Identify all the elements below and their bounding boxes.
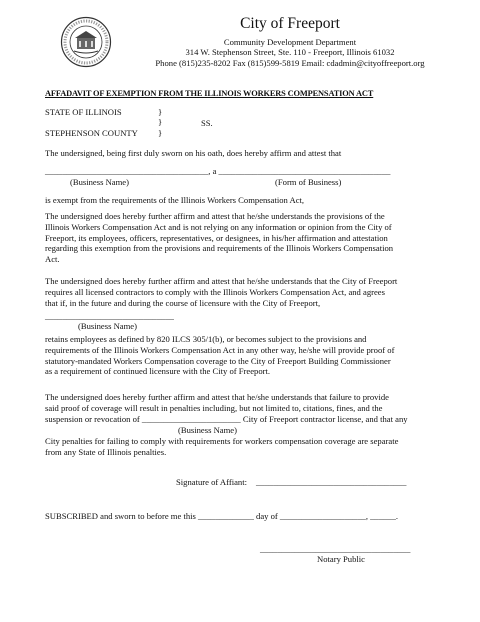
paragraph-line: Illinois Workers Compensation Act and is not relying on any information or opinion from the City of xyxy=(45,221,392,232)
exempt-text: is exempt from the requirements of the Illinois Workers Compensation Act, xyxy=(45,195,305,205)
paragraph-line: Act. xyxy=(45,254,60,265)
paragraph-line: The undersigned does hereby further affirm and attest that he/she understands that failure to provide xyxy=(45,392,389,402)
paragraph-3-rest xyxy=(45,436,432,458)
state-label: STATE OF ILLINOIS xyxy=(45,107,122,117)
paragraph-1 xyxy=(45,211,432,265)
paragraph-line: said proof of coverage will result in penalties including, but not limited to, citations, fines, and the xyxy=(45,402,383,413)
paragraph-3 xyxy=(45,392,432,424)
signature-label: Signature of Affiant: xyxy=(176,477,247,487)
subscribed-line[interactable]: SUBSCRIBED and sworn to before me this _____________ day of ____________________, ______. xyxy=(45,511,399,521)
brace-3: } xyxy=(158,128,163,138)
paragraph-2 xyxy=(45,276,432,308)
paragraph-line: that if, in the future and during the course of licensure with the City of Freeport, xyxy=(45,297,321,308)
paragraph-line: from any State of Illinois penalties. xyxy=(45,446,167,457)
address-line: 314 W. Stephenson Street, Ste. 110 - Freeport, Illinois 61032 xyxy=(185,47,395,57)
business-name-label-2: (Business Name) xyxy=(78,321,137,331)
paragraph-line: as a requirement of continued licensure with the City of Freeport. xyxy=(45,366,271,377)
oath-text: The undersigned, being first duly sworn on his oath, does hereby affirm and attest that xyxy=(45,148,342,158)
paragraph-line: requires all licensed contractors to comply with the Illinois Workers Compensation Act, and agrees xyxy=(45,286,385,297)
department-name: Community Development Department xyxy=(223,37,357,47)
notary-label: Notary Public xyxy=(317,554,365,564)
contact-line: Phone (815)235-8202 Fax (815)599-5819 Email: cdadmin@cityoffreeport.org xyxy=(155,58,425,68)
paragraph-line: suspension or revocation of _______________________ City of Freeport contractor license, and that any xyxy=(45,413,408,424)
business-name-blank[interactable]: ______________________________ xyxy=(45,311,174,321)
brace-2: } xyxy=(158,117,163,127)
document-title: AFFADAVIT OF EXEMPTION FROM THE ILLINOIS WORKERS COMPENSATION ACT xyxy=(45,89,374,98)
paragraph-line: requirements of the Illinois Workers Compensation Act in any other way, he/she will provide proof of xyxy=(45,344,395,355)
business-fields-line[interactable]: ______________________________________, a ________________________________________ xyxy=(45,166,391,176)
paragraph-line: City penalties for failing to comply with requirements for workers compensation coverage are separate xyxy=(45,436,399,446)
ss-label: SS. xyxy=(201,118,213,128)
business-name-label: (Business Name) xyxy=(70,177,129,187)
business-name-label-3: (Business Name) xyxy=(178,425,237,435)
paragraph-line: statutory-mandated Workers Compensation coverage to the City of Freeport Building Commissioner xyxy=(45,355,391,366)
brace-1: } xyxy=(158,107,163,117)
paragraph-2-rest xyxy=(45,334,432,377)
county-label: STEPHENSON COUNTY xyxy=(45,128,138,138)
paragraph-line: The undersigned does hereby further affirm and attest that he/she understands that the City of Freeport xyxy=(45,276,398,286)
signature-line[interactable]: ___________________________________ xyxy=(256,477,407,487)
paragraph-line: regarding this exemption from the provisions and requirements of the Illinois Workers Compensation xyxy=(45,243,394,254)
paragraph-line: Freeport, its employees, officers, representatives, or designees, in his/her affirmation and attestation xyxy=(45,232,388,243)
notary-signature-line[interactable]: ___________________________________ xyxy=(260,544,411,554)
form-of-business-label: (Form of Business) xyxy=(275,177,342,187)
city-seal-icon xyxy=(60,16,112,68)
paragraph-line: retains employees as defined by 820 ILCS 305/1(b), or becomes subject to the provisions and xyxy=(45,334,367,344)
paragraph-line: The undersigned does hereby further affirm and attest that he/she understands the provisions of the xyxy=(45,211,385,221)
org-name: City of Freeport xyxy=(240,15,340,32)
